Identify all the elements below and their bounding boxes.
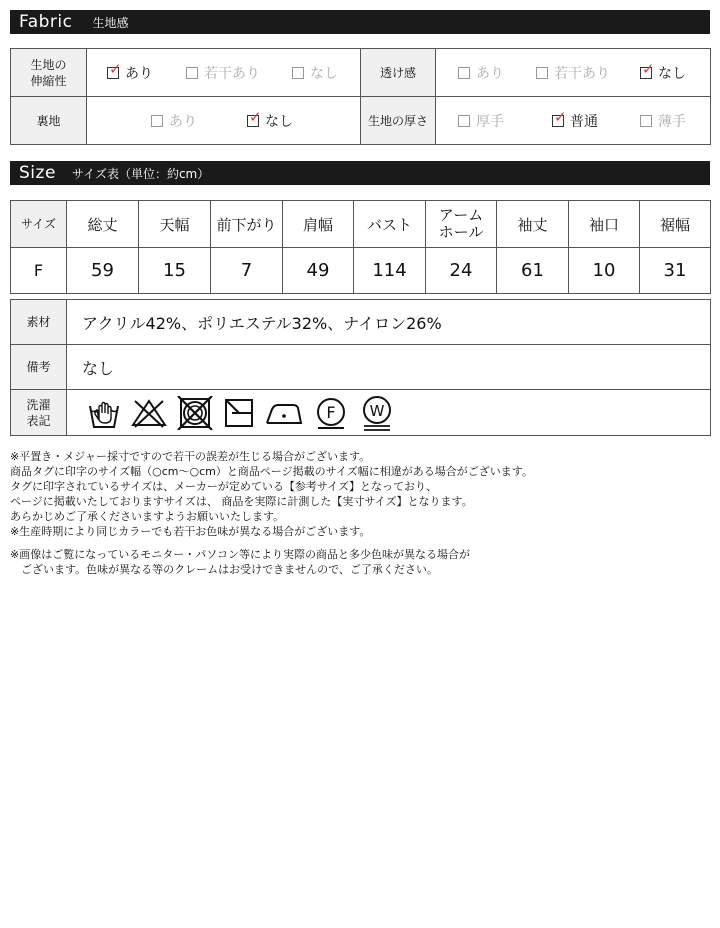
checkbox-icon [458,115,470,127]
value-neck-width: 15 [139,248,211,294]
line-dry-shade-icon [223,396,255,430]
checkbox-icon [640,59,655,79]
stretch-option-yes [107,59,186,83]
sheerness-option-no [640,59,686,83]
option-label: あり [169,113,197,130]
option-label: 若干あり [554,65,610,82]
col-armhole-line1: アーム [438,206,484,224]
no-bleach-icon [131,397,167,429]
option-label: 普通 [570,113,598,130]
size-value-row [11,248,711,294]
col-hem-width: 裾幅 [640,201,711,248]
thickness-option-thick [458,111,552,131]
sheerness-options [436,49,711,97]
checkbox-icon [107,59,122,79]
size-subtitle: サイズ表（単位：約cm） [71,166,210,181]
care-icons [67,390,711,436]
care-label [11,390,67,436]
thickness-label: 生地の厚さ [361,97,436,145]
option-label: 若干あり [204,65,260,82]
material-row [11,300,711,345]
stretch-option-slight [186,63,292,83]
size-col-label: サイズ [11,201,67,248]
size-table [10,200,711,436]
fabric-table [10,48,711,145]
stretch-label-line2: 伸縮性 [30,73,67,88]
fabric-row-stretch [11,49,711,97]
fabric-title: Fabric [19,12,73,32]
fabric-row-lining [11,97,711,145]
check-mark-icon: ✓ [249,107,262,126]
fabric-subtitle: 生地感 [92,15,129,30]
note-line: ※生産時期により同じカラーでも若干お色味が異なる場合がございます。 [10,525,371,538]
checkbox-icon [552,107,567,127]
checkbox-icon [151,115,163,127]
option-label: 厚手 [476,113,504,130]
lining-options [87,97,361,145]
value-cuff: 10 [569,248,640,294]
option-label: なし [658,65,686,82]
care-label-line1: 洗濯 [26,397,51,412]
care-label-line2: 表記 [26,413,51,428]
note-line: ※平置き・メジャー採寸ですので若干の誤差が生じる場合がございます。 [10,450,371,463]
checkbox-icon [292,67,304,79]
sheerness-label: 透け感 [361,49,436,97]
note-line: ございます。色味が異なる等のクレームはお受けできませんので、ご了承ください。 [10,563,438,576]
size-row-label: F [11,248,67,294]
option-label: なし [310,65,338,82]
stretch-option-no [292,63,338,83]
check-mark-icon: ✓ [109,59,122,78]
stretch-label [11,49,87,97]
dry-clean-f-icon [313,396,349,430]
checkbox-icon [186,67,198,79]
value-shoulder: 49 [283,248,354,294]
thickness-option-thin [640,111,686,131]
lining-option-no [247,107,293,131]
checkbox-icon [458,67,470,79]
value-bust: 114 [354,248,426,294]
checkbox-icon [640,115,652,127]
value-length: 59 [67,248,139,294]
note-line: 商品タグに印字のサイズ幅（○cm〜○cm）と商品ページ掲載のサイズ幅に相違がある場合がございます。 [10,465,533,478]
option-label: 薄手 [658,113,686,130]
check-mark-icon: ✓ [642,59,655,78]
size-title: Size [19,163,56,183]
col-cuff: 袖口 [569,201,640,248]
value-sleeve-length: 61 [497,248,569,294]
col-shoulder: 肩幅 [283,201,354,248]
hand-wash-icon [87,396,121,430]
note-line: ※画像はご覧になっているモニター・パソコン等により実際の商品と多少色味が異なる場合が [10,548,470,561]
material-value: アクリル42%、ポリエステル32%、ナイロン26% [67,300,711,345]
dry-clean-letter: F [326,402,336,422]
material-label: 素材 [11,300,67,345]
option-label: あり [125,65,153,82]
checkbox-icon [536,67,548,79]
wet-clean-letter: W [369,401,385,420]
col-sleeve-length: 袖丈 [497,201,569,248]
col-front-drop: 前下がり [211,201,283,248]
col-length: 総丈 [67,201,139,248]
notes [10,449,533,577]
lining-option-yes [151,111,247,131]
low-iron-icon [265,398,303,428]
remarks-row [11,345,711,390]
stretch-options [87,49,361,97]
col-bust: バスト [354,201,426,248]
sheerness-option-slight [536,63,640,83]
note-line: ページに掲載いたしておりますサイズは、 商品を実際に計測した【実寸サイズ】となります。 [10,495,473,508]
option-label: あり [476,65,504,82]
remarks-value: なし [67,345,711,390]
wet-clean-w-icon [359,395,395,431]
remarks-label: 備考 [11,345,67,390]
note-line: タグに印字されているサイズは、メーカーが定めている【参考サイズ】となっており、 [10,480,438,493]
value-armhole: 24 [426,248,497,294]
lining-label: 裏地 [11,97,87,145]
size-header-row [11,201,711,248]
care-row [11,390,711,436]
option-label: なし [265,113,293,130]
col-armhole-line2: ホール [438,223,484,241]
col-neck-width: 天幅 [139,201,211,248]
no-tumble-dry-icon [177,396,213,430]
thickness-option-normal [552,107,640,131]
checkbox-icon [247,107,262,127]
value-hem-width: 31 [640,248,711,294]
check-mark-icon: ✓ [554,107,567,126]
note-line: あらかじめご了承くださいますようお願いいたします。 [10,510,285,523]
thickness-options [436,97,711,145]
value-front-drop: 7 [211,248,283,294]
col-armhole [426,201,497,248]
sheerness-option-yes [458,63,536,83]
size-header [10,161,710,185]
fabric-header [10,10,710,34]
stretch-label-line1: 生地の [30,57,67,72]
